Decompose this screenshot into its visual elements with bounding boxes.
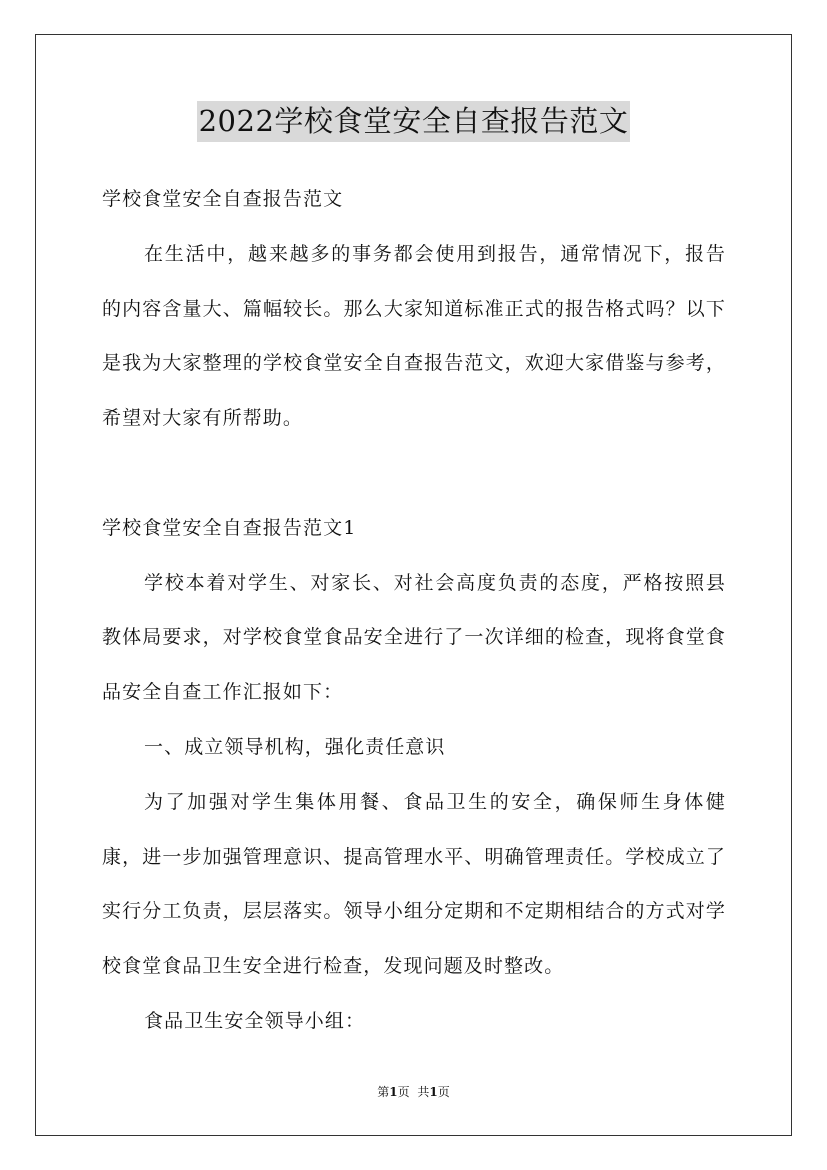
subsection-heading: 一、成立领导机构，强化责任意识 xyxy=(144,735,446,758)
body-paragraph: 学校本着对学生、对家长、对社会高度负责的态度，严格按照县教体局要求，对学校食堂食品安全进行了一次详细的检查，现将食堂食品安全自查工作汇报如下： xyxy=(102,571,726,704)
total-label-prefix: 共 xyxy=(417,1085,430,1099)
paragraph-gap xyxy=(102,446,726,501)
title-container xyxy=(0,101,827,142)
document-title: 2022学校食堂安全自查报告范文 xyxy=(197,101,631,142)
page-label-suffix: 页 xyxy=(397,1085,410,1099)
section-heading: 学校食堂安全自查报告范文 xyxy=(102,188,344,210)
intro-paragraph: 在生活中，越来越多的事务都会使用到报告，通常情况下，报告的内容含量大、篇幅较长。那么大家知道标准正式的报告格式吗？以下是我为大家整理的学校食堂安全自查报告范文，欢迎大家借鉴与参考，希望对大家有所帮助。 xyxy=(102,242,726,430)
total-pages: 1 xyxy=(429,1085,438,1099)
body-paragraph: 食品卫生安全领导小组： xyxy=(144,1009,366,1032)
total-label-suffix: 页 xyxy=(437,1085,450,1099)
page-label-prefix: 第 xyxy=(377,1085,390,1099)
document-body xyxy=(102,172,726,1049)
page-number: 1 xyxy=(389,1085,398,1099)
page-footer xyxy=(0,1083,827,1101)
body-paragraph: 为了加强对学生集体用餐、食品卫生的安全，确保师生身体健康，进一步加强管理意识、提高管理水平、明确管理责任。学校成立了实行分工负责，层层落实。领导小组分定期和不定期相结合的方式对学校食堂食品卫生安全进行检查，发现问题及时整改。 xyxy=(102,790,726,978)
section-heading: 学校食堂安全自查报告范文1 xyxy=(102,516,357,539)
